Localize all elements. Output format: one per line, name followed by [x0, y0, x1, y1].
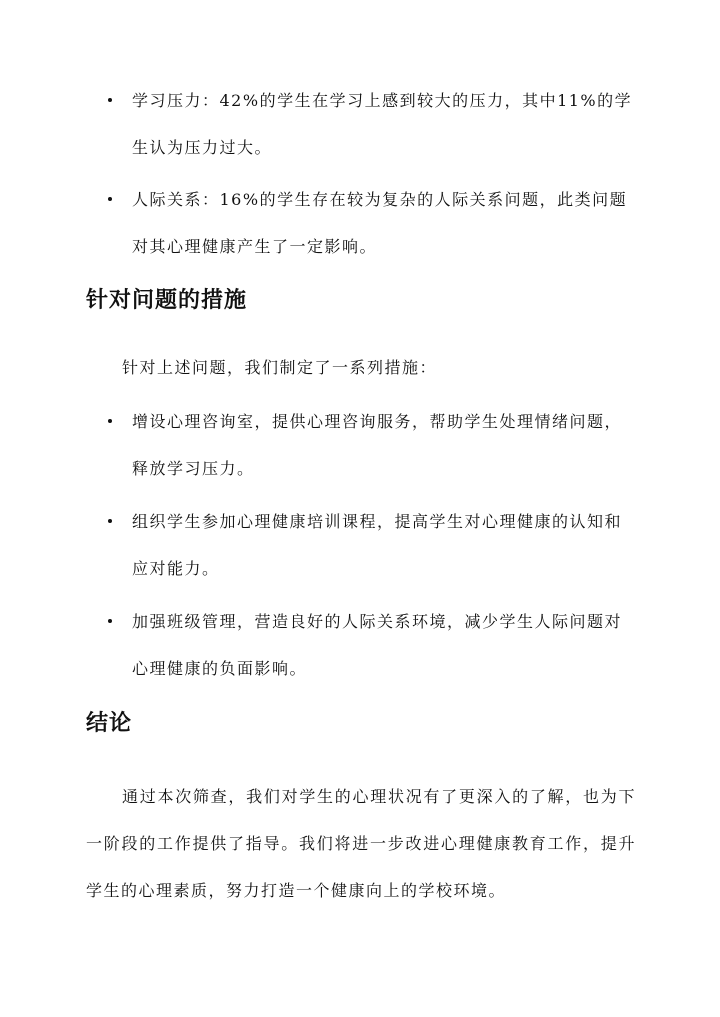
bullet-icon: [108, 619, 112, 623]
list-item-text: 组织学生参加心理健康培训课程，提高学生对心理健康的认知和应对能力。: [132, 512, 623, 578]
list-item: [108, 176, 638, 270]
bullet-icon: [108, 419, 112, 423]
list-item: [108, 77, 638, 171]
list-item-text: 增设心理咨询室，提供心理咨询服务，帮助学生处理情绪问题，释放学习压力。: [132, 412, 623, 478]
list-item: [108, 398, 638, 492]
measures-intro: 针对上述问题，我们制定了一系列措施：: [122, 358, 438, 377]
section-heading-conclusion: 结论: [86, 710, 133, 736]
bullet-icon: [108, 519, 112, 523]
list-item-text: 人际关系：16%的学生存在较为复杂的人际关系问题，此类问题对其心理健康产生了一定影响。: [132, 190, 628, 256]
list-item: [108, 498, 638, 592]
list-item: [108, 598, 638, 692]
list-item-text: 加强班级管理，营造良好的人际关系环境，减少学生人际问题对心理健康的负面影响。: [132, 612, 623, 678]
bullet-icon: [108, 98, 112, 102]
list-item-text: 学习压力：42%的学生在学习上感到较大的压力，其中11%的学生认为压力过大。: [132, 91, 633, 157]
section-heading-measures: 针对问题的措施: [86, 287, 248, 313]
bullet-icon: [108, 197, 112, 201]
conclusion-paragraph: 通过本次筛查，我们对学生的心理状况有了更深入的了解，也为下一阶段的工作提供了指导。我们将进一步改进心理健康教育工作，提升学生的心理素质，努力打造一个健康向上的学校环境。: [86, 787, 636, 900]
